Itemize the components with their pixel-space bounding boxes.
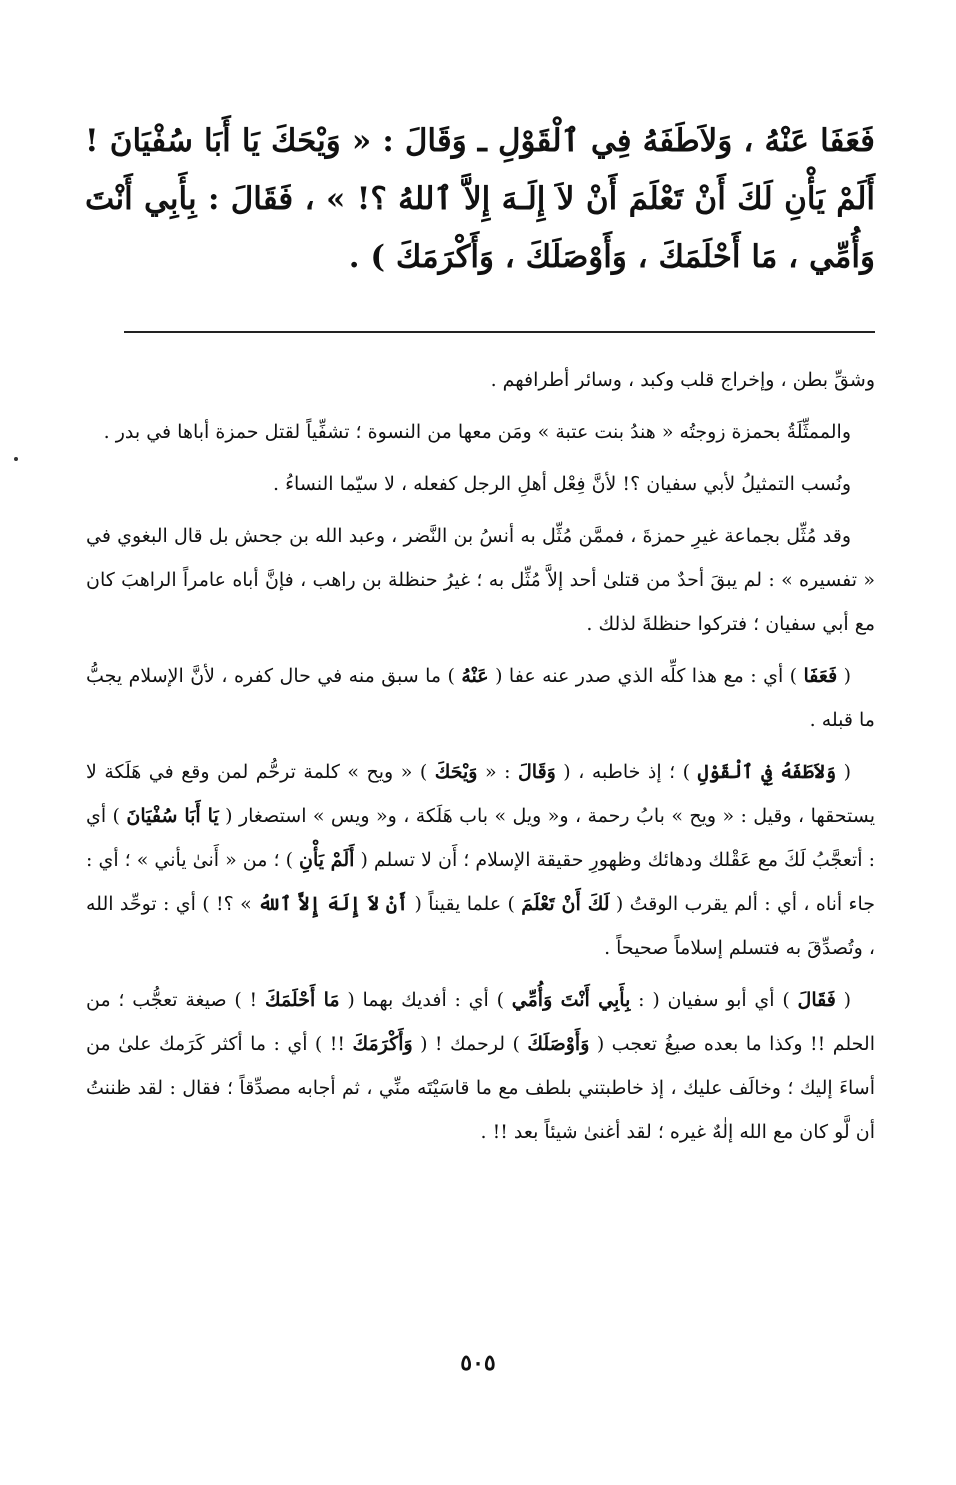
commentary-text: ) ؛ من « أَنىٰ يأني » ؛ أي : جاء أناه ، أي : ألم يقرب الوقتُ ( [86, 849, 876, 915]
commentary-text: ( [835, 989, 852, 1011]
commentary-text: » ؟! ) أي : توحِّد الله ، وتُصدِّقَ به فتسلم إسلاماً صحيحاً . [86, 893, 875, 959]
commentary-text: ) ؛ إذ خاطبه ، ( [555, 761, 698, 783]
commentary-paragraph-4: وقد مُثِّل بجماعة غيرِ حمزةَ ، فممَّن مُثِّل به أنسُ بن النَّضر ، وعبد الله بن جحش بل قال البغوي في « تفسيره » : لم يبقَ أحدٌ من قتلىٰ أحد إلاَّ مُثِّل به ؛ غيرُ حنظلة بن راهب ، فإنَّ أباه عامراً الراهبَ كان مع أبي سفيان ؛ فتركوا حنظلةَ لذلك . [86, 525, 875, 635]
commentary-text: ) ما سبق منه في حال كفره ، لأنَّ الإسلام يجبُّ ما قبله . [86, 665, 875, 731]
commentary-text: ) لرحمك ! ( [412, 1033, 528, 1055]
quoted-matn-term: وَأَكْرَمَكَ [352, 1033, 413, 1055]
quoted-matn-term: فَعَفَا [803, 665, 838, 687]
quoted-matn-term: عَنْهُ [461, 665, 489, 687]
commentary-text: ) أي : مع هذا كلِّه الذي صدر عنه عفا ( [488, 665, 804, 687]
commentary-text: !! ) أي : ما أكثر كَرَمك علىٰ من أساءَ إليك ؛ وخالَف عليك ، إذ خاطبتني بلطف مع ما قاسَيْتَه منِّي ، ثم أجابه مصدِّقاً ؛ فقال : لقد ظننتُ أن لَّو كان مع الله إلٰهٌ غيره ؛ لقد أغنىٰ شيئاً بعد !! . [86, 1033, 875, 1143]
hadith-paragraph: فَعَفَا عَنْهُ ، وَلاَطَفَهُ فِي ٱلْقَوْلِ ـ وَقَالَ : « وَيْحَكَ يَا أَبَا سُفْيَانَ ! أَلَمْ يَأْنِ لَكَ أَنْ تَعْلَمَ أَنْ لاَ إِلَـهَ إِلاَّ ٱللهُ ؟! » ، فَقَالَ : بِأَبِي أَنْتَ وَأُمِّي ، مَا أَحْلَمَكَ ، وَأَوْصَلَكَ ، وَأَكْرَمَكَ ) . [85, 123, 875, 275]
page-number: ٥٠٥ [460, 1350, 496, 1376]
quoted-matn-term: وَيْحَكَ [434, 761, 478, 783]
quoted-matn-term: أَنْ لاَ إِلَهَ إِلاَّ ٱللهُ [258, 893, 409, 915]
commentary-paragraph-2: والممثِّلَةُ بحمزة زوجتُه « هندُ بنت عتبة » ومَن معها من النسوة ؛ تشفِّياً لقتل حمزة أباها في بدر . [103, 421, 851, 443]
commentary-text: : « [477, 761, 518, 783]
scan-speck [14, 457, 18, 461]
commentary-paragraph-5 [86, 654, 875, 742]
hadith-text [85, 112, 875, 286]
commentary-text: ! ) صيغة تعجُّب ؛ من الحلم !! وكذا ما بعده صيغُ تعجب ( [86, 989, 875, 1055]
commentary-paragraph-7 [86, 978, 875, 1154]
quoted-matn-term: لَكَ أَنْ تَعْلَمَ [521, 893, 610, 915]
commentary-paragraph-3: ونُسب التمثيلُ لأبي سفيان ؟! لأنَّ فِعْل أهلِ الرجل كفعله ، لا سيّما النساءُ . [273, 473, 851, 495]
commentary-text: ) « ويح » كلمة ترحُّم لمن وقع في هَلَكة لا يستحقها ، وقيل : « ويح » بابُ رحمة ، و« ويل » باب هَلَكة ، و« ويس » استصغار ( [86, 761, 875, 827]
quoted-matn-term: بِأَبِي أَنْتَ وَأُمِّي [511, 989, 631, 1011]
quoted-matn-term: وَأَوْصَلَكَ [527, 1033, 590, 1055]
quoted-matn-term: أَلَمْ يَأْنِ [299, 849, 355, 871]
quoted-matn-term: وَلاَطَفَهُ فِي ٱلْقَوْلِ [697, 761, 837, 783]
commentary-text: ) أي أبو سفيان ( : [630, 989, 798, 1011]
commentary-text: ) أي : أفديك بهما ( [339, 989, 512, 1011]
commentary-text: ( [836, 761, 852, 783]
commentary-section [86, 358, 875, 1162]
quoted-matn-term: يَا أَبَا سُفْيَانَ [126, 805, 219, 827]
commentary-text: ) أي : أتعجَّبُ لَكَ مع عَقْلك ودهائك وظهورِ حقيقة الإسلام ؛ أَن لا تسلم ( [86, 805, 875, 871]
quoted-matn-term: فَقَالَ [797, 989, 836, 1011]
commentary-text: ) علما يقيناً ( [408, 893, 522, 915]
commentary-text: ( [837, 665, 852, 687]
quoted-matn-term: مَا أَحْلَمَكَ [264, 989, 340, 1011]
footnote-separator [124, 331, 875, 333]
quoted-matn-term: وَقَالَ [517, 761, 556, 783]
commentary-paragraph-1: وشقِّ بطن ، وإخراج قلب وكبد ، وسائر أطرافهم . [490, 369, 875, 391]
commentary-paragraph-6 [86, 750, 875, 970]
